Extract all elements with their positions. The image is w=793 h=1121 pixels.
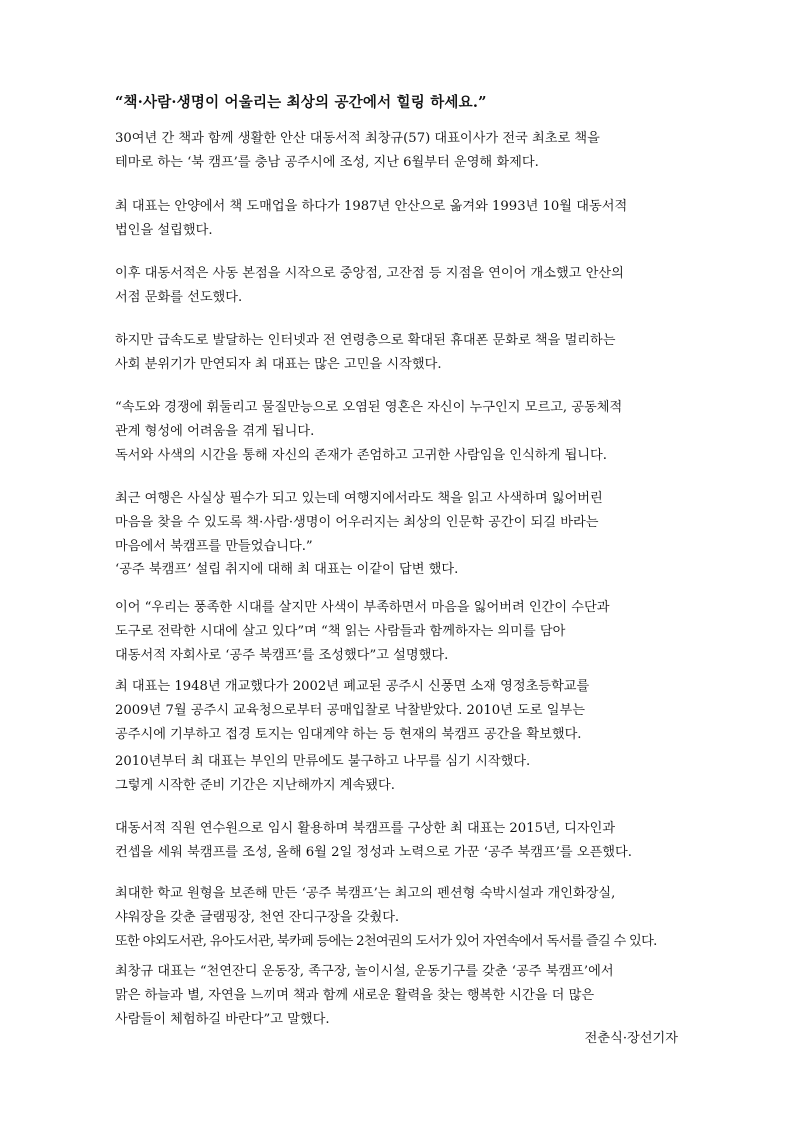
text-line: 독서와 사색의 시간을 통해 자신의 존재가 존엄하고 고귀한 사람임을 인식하게 됩니다. — [115, 448, 607, 463]
paragraph-2 — [115, 195, 683, 243]
paragraph-13-quote — [115, 960, 683, 1032]
article-headline: “책·사람·생명이 어울리는 최상의 공간에서 힐링 하세요.” — [115, 94, 487, 111]
paragraph-8 — [115, 596, 683, 668]
text-line: 이어 “우리는 풍족한 시대를 살지만 사색이 부족하면서 마음을 잃어버려 인간이 수단과 — [115, 600, 610, 615]
text-line: 최대한 학교 원형을 보존해 만든 ‘공주 북캠프’는 최고의 펜션형 숙박시설과 개인화장실, — [115, 886, 616, 901]
paragraph-11 — [115, 817, 683, 865]
text-line: 최근 여행은 사실상 필수가 되고 있는데 여행지에서라도 책을 읽고 사색하며 잃어버린 — [115, 491, 603, 506]
text-line: 마음에서 북캠프를 만들었습니다.” — [115, 539, 313, 554]
paragraph-3 — [115, 262, 683, 310]
text-line: 공주시에 기부하고 접경 토지는 임대계약 하는 등 현재의 북캠프 공간을 확보했다. — [115, 727, 582, 742]
text-line: 2009년 7월 공주시 교육청으로부터 공매입찰로 낙찰받았다. 2010년 도로 일부는 — [115, 703, 585, 718]
text-line: “속도와 경쟁에 휘둘리고 물질만능으로 오염된 영혼은 자신이 누구인지 모르고, 공동체적 — [115, 400, 623, 415]
byline: 전춘식·장선기자 — [584, 1031, 678, 1046]
text-line: 마음을 찾을 수 있도록 책·사람·생명이 어우러지는 최상의 인문학 공간이 되길 바라는 — [115, 515, 599, 530]
text-line: 대동서적 자회사로 ‘공주 북캠프’를 조성했다”고 설명했다. — [115, 648, 449, 663]
text-line: 컨셉을 세워 북캠프를 조성, 올해 6월 2일 정성과 노력으로 가꾼 ‘공주 북캠프’를 오픈했다. — [115, 845, 632, 860]
text-line: 또한 야외도서관, 유아도서관, 북카페 등에는 2천여권의 도서가 있어 자연속에서 독서를 즐길 수 있다. — [115, 934, 657, 949]
text-line: 서점 문화를 선도했다. — [115, 290, 243, 305]
paragraph-12 — [115, 882, 683, 954]
text-line: 맑은 하늘과 별, 자연을 느끼며 책과 함께 새로운 활력을 찾는 행복한 시간을 더 많은 — [115, 988, 595, 1003]
paragraph-1 — [115, 127, 683, 175]
text-line: 관계 형성에 어려움을 겪게 됩니다. — [115, 424, 315, 439]
text-line: 사회 분위기가 만연되자 최 대표는 많은 고민을 시작했다. — [115, 357, 442, 372]
text-line: 사람들이 체험하길 바란다”고 말했다. — [115, 1012, 330, 1027]
paragraph-6-quote — [115, 487, 683, 559]
text-line: 최창규 대표는 “천연잔디 운동장, 족구장, 놀이시설, 운동기구를 갖춘 ‘공주 북캠프’에서 — [115, 964, 614, 979]
text-line: 테마로 하는 ‘북 캠프’를 충남 공주시에 조성, 지난 6월부터 운영해 화제다. — [115, 155, 539, 170]
paragraph-5-quote — [115, 396, 683, 468]
text-line: 하지만 급속도로 발달하는 인터넷과 전 연령층으로 확대된 휴대폰 문화로 책을 멀리하는 — [115, 333, 616, 348]
text-line: 법인을 설립했다. — [115, 223, 213, 238]
text-line: 최 대표는 안양에서 책 도매업을 하다가 1987년 안산으로 옮겨와 1993년 10월 대동서적 — [115, 199, 628, 214]
paragraph-9 — [115, 675, 683, 747]
text-line: 샤워장을 갖춘 글램핑장, 천연 잔디구장을 갖췄다. — [115, 910, 400, 925]
text-line: 최 대표는 1948년 개교했다가 2002년 폐교된 공주시 신풍면 소재 영정초등학교를 — [115, 679, 590, 694]
text-line: 그렇게 시작한 준비 기간은 지난해까지 계속됐다. — [115, 778, 395, 793]
text-line: 30여년 간 책과 함께 생활한 안산 대동서적 최창규(57) 대표이사가 전국 최초로 책을 — [115, 131, 600, 146]
paragraph-4 — [115, 329, 683, 377]
text-line: 도구로 전락한 시대에 살고 있다”며 “책 읽는 사람들과 함께하자는 의미를 담아 — [115, 624, 566, 639]
text-line: ‘공주 북캠프’ 설립 취지에 대해 최 대표는 이같이 답변 했다. — [115, 562, 459, 577]
paragraph-7 — [115, 558, 683, 582]
text-line: 이후 대동서적은 사동 본점을 시작으로 중앙점, 고잔점 등 지점을 연이어 개소했고 안산의 — [115, 266, 624, 281]
text-line: 대동서적 직원 연수원으로 임시 활용하며 북캠프를 구상한 최 대표는 2015년, 디자인과 — [115, 821, 616, 836]
paragraph-10 — [115, 750, 683, 798]
text-line: 2010년부터 최 대표는 부인의 만류에도 불구하고 나무를 심기 시작했다. — [115, 754, 531, 769]
